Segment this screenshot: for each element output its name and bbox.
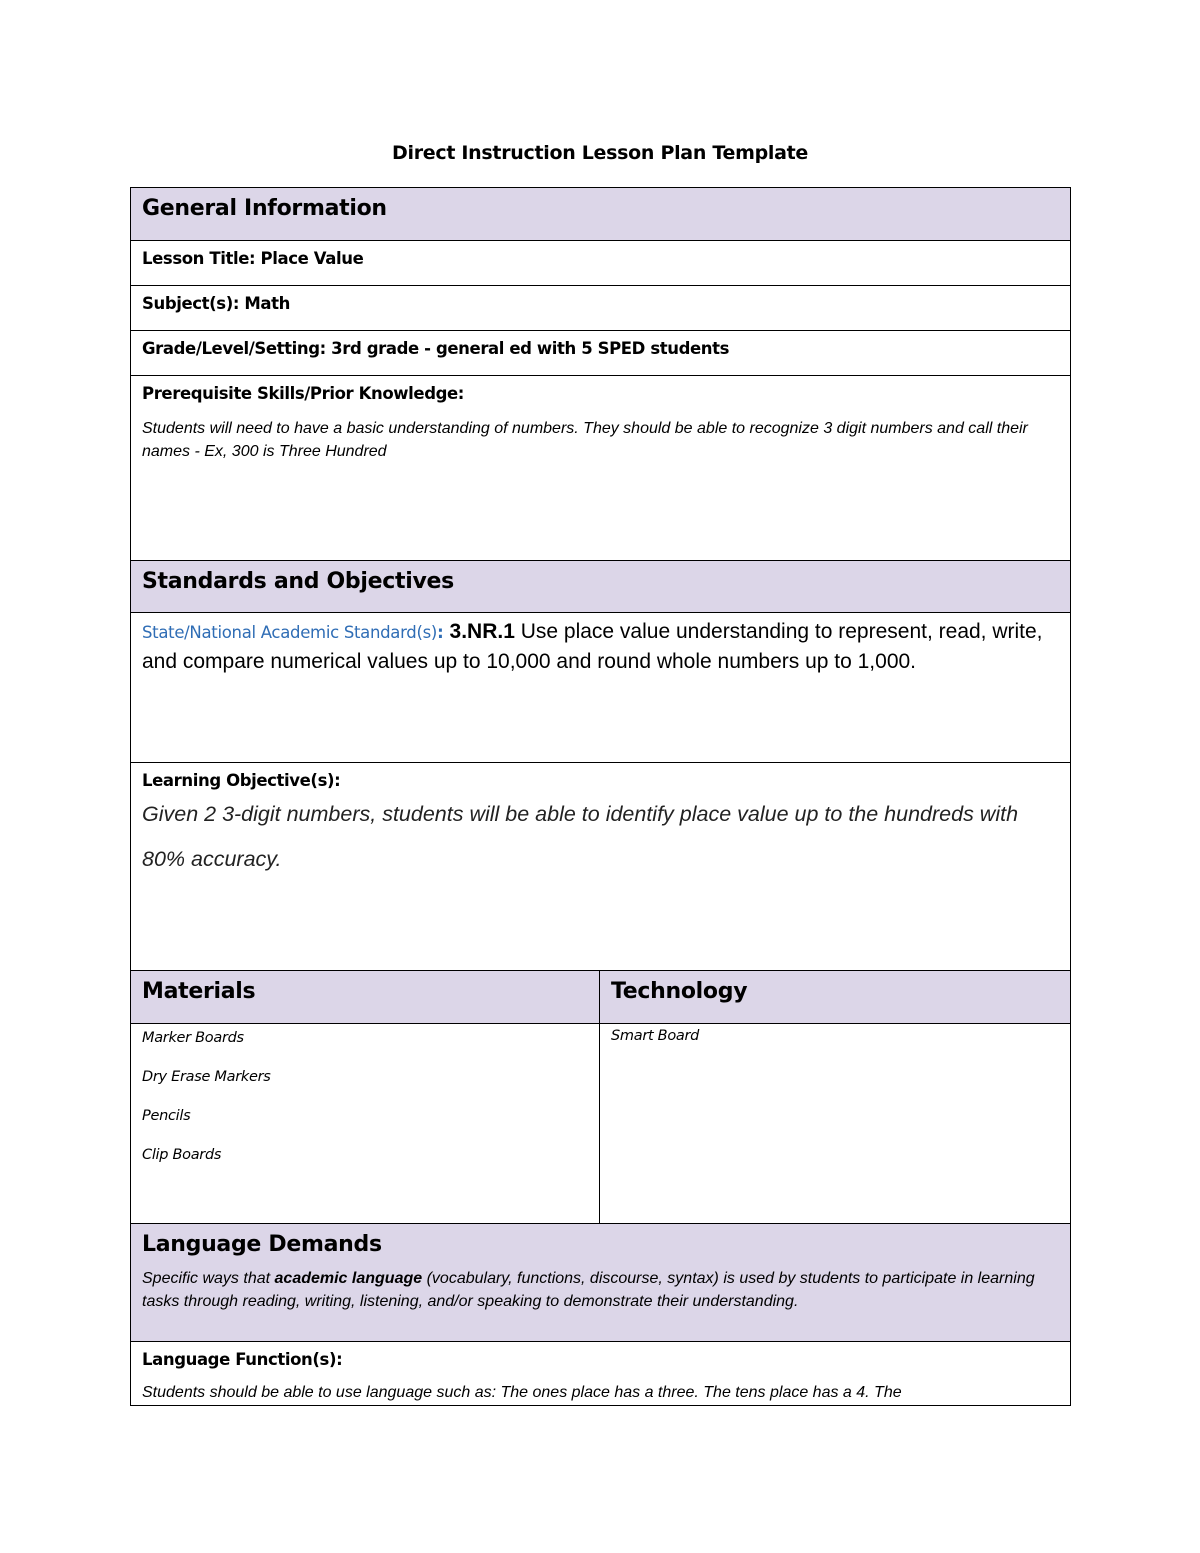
- materials-cell: [131, 1024, 600, 1224]
- objective-text: Given 2 3-digit numbers, students will be able to identify place value up to the hundreds with 80% accuracy.: [142, 802, 1019, 871]
- list-item: Marker Boards: [142, 1030, 244, 1046]
- language-demands-header: [131, 1224, 1071, 1342]
- state-standard-cell: [131, 613, 1071, 763]
- list-item: Smart Board: [611, 1028, 700, 1044]
- general-info-header-row: [131, 188, 1071, 241]
- prereq-cell: [131, 376, 1071, 561]
- state-standard: State/National Academic Standard(s): 3.NR.1 Use place value understanding to represent, read, write, and compare numerical values up to 10,000 and round whole numbers up to 1,000.: [142, 620, 1043, 673]
- lesson-title: Lesson Title: Place Value: [142, 249, 364, 268]
- language-function-cell: [131, 1342, 1071, 1406]
- state-standard-label: State/National Academic Standard(s): [142, 623, 438, 642]
- grade-cell: [131, 331, 1071, 376]
- list-item: Pencils: [142, 1108, 191, 1124]
- technology-header: [600, 971, 1071, 1024]
- objective-label: Learning Objective(s):: [142, 771, 341, 790]
- prereq-text: Students will need to have a basic understanding of numbers. They should be able to recognize 3 digit numbers and call their names - Ex, 300 is Three Hundred: [142, 420, 1028, 460]
- subjects-cell: [131, 286, 1071, 331]
- language-function-text: Students should be able to use language such as: The ones place has a three. The tens place has a 4. The: [142, 1384, 902, 1401]
- document-title: Direct Instruction Lesson Plan Template: [392, 142, 808, 164]
- lesson-plan-table: [130, 187, 1071, 1406]
- section-heading: Standards and Objectives: [142, 569, 454, 594]
- language-function-label: Language Function(s):: [142, 1350, 343, 1369]
- list-item: Dry Erase Markers: [142, 1069, 271, 1085]
- section-heading: General Information: [142, 196, 387, 221]
- objective-cell: [131, 763, 1071, 971]
- prereq-label: Prerequisite Skills/Prior Knowledge:: [142, 384, 465, 403]
- standard-code: 3.NR.1: [449, 620, 515, 643]
- list-item: Clip Boards: [142, 1147, 222, 1163]
- subjects: Subject(s): Math: [142, 294, 290, 313]
- section-heading: Language Demands: [142, 1232, 382, 1257]
- section-heading: Materials: [142, 979, 256, 1004]
- standards-header: [131, 561, 1071, 613]
- academic-language-term: academic language: [274, 1270, 423, 1287]
- language-demands-description: Specific ways that academic language (vocabulary, functions, discourse, syntax) is used by students to participate in learning tasks through reading, writing, listening, and/or speaking to demonstrate their understanding.: [142, 1270, 1035, 1310]
- general-info-header: [131, 188, 1071, 241]
- lesson-title-cell: [131, 241, 1071, 286]
- technology-cell: [600, 1024, 1071, 1224]
- materials-list: [142, 1024, 588, 1184]
- materials-header: [131, 971, 600, 1024]
- section-heading: Technology: [611, 979, 748, 1004]
- standard-text: Use place value understanding to represent, read, write, and compare numerical values up to 10,000 and round whole numbers up to 1,000.: [142, 620, 1043, 673]
- grade-level-setting: Grade/Level/Setting: 3rd grade - general ed with 5 SPED students: [142, 339, 730, 358]
